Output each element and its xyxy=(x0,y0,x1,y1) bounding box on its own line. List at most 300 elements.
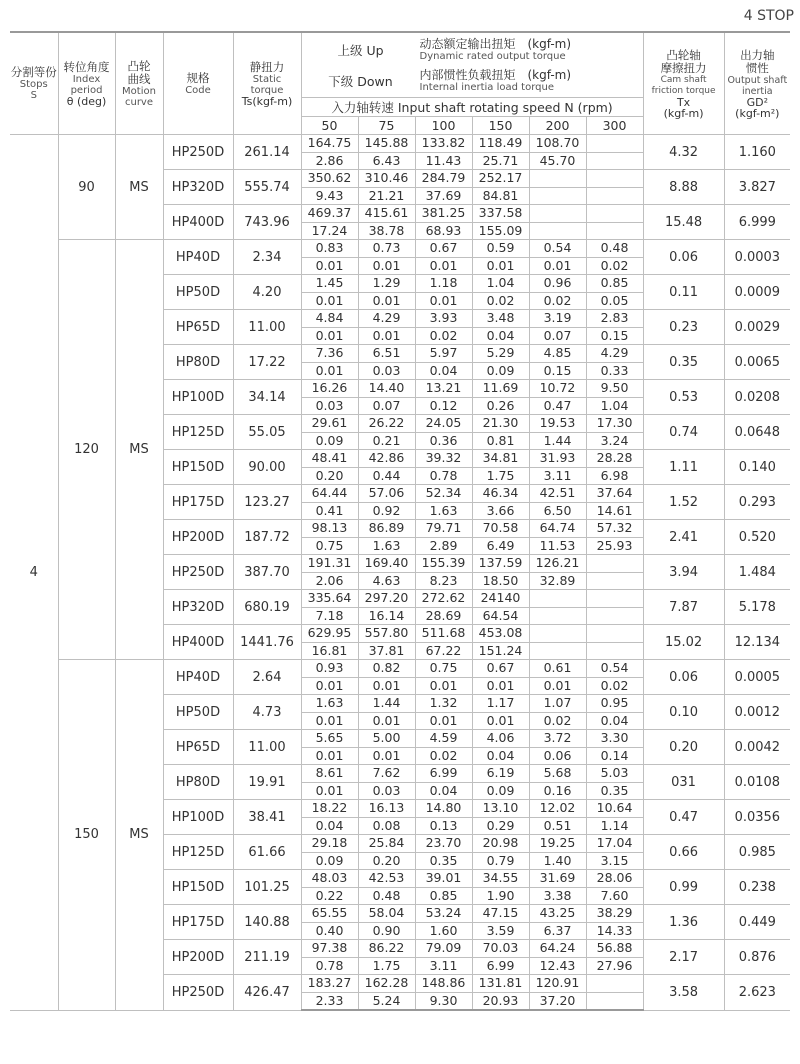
code-cell: HP125D xyxy=(163,415,233,450)
down-torque-cell xyxy=(586,642,643,660)
down-torque-cell: 37.69 xyxy=(415,187,472,205)
cam-friction-cell: 031 xyxy=(643,765,724,800)
code-cell: HP65D xyxy=(163,310,233,345)
up-torque-cell: 0.83 xyxy=(301,240,358,258)
down-torque-cell: 1.63 xyxy=(358,537,415,555)
up-torque-cell: 86.22 xyxy=(358,940,415,958)
down-torque-cell: 0.41 xyxy=(301,502,358,520)
up-torque-cell xyxy=(586,590,643,608)
down-torque-cell xyxy=(586,992,643,1010)
down-torque-cell: 25.71 xyxy=(472,152,529,170)
down-torque-cell: 0.01 xyxy=(301,712,358,730)
static-torque-cell: 2.64 xyxy=(233,660,301,695)
up-torque-cell: 120.91 xyxy=(529,975,586,993)
up-torque-cell: 56.88 xyxy=(586,940,643,958)
up-torque-cell: 23.70 xyxy=(415,835,472,853)
cam-friction-cell: 1.36 xyxy=(643,905,724,940)
down-torque-cell: 0.01 xyxy=(529,677,586,695)
up-torque-cell: 6.99 xyxy=(415,765,472,783)
down-torque-cell: 0.09 xyxy=(472,782,529,800)
up-torque-cell: 137.59 xyxy=(472,555,529,573)
down-torque-cell: 0.05 xyxy=(586,292,643,310)
up-torque-cell: 16.13 xyxy=(358,800,415,818)
up-torque-cell: 19.53 xyxy=(529,415,586,433)
up-torque-cell: 16.26 xyxy=(301,380,358,398)
up-torque-cell: 0.73 xyxy=(358,240,415,258)
up-torque-cell: 0.67 xyxy=(415,240,472,258)
cam-friction-cell: 2.17 xyxy=(643,940,724,975)
down-torque-cell: 3.11 xyxy=(415,957,472,975)
up-torque-cell: 20.98 xyxy=(472,835,529,853)
down-torque-cell: 14.33 xyxy=(586,922,643,940)
down-torque-cell: 0.09 xyxy=(472,362,529,380)
down-torque-cell: 0.04 xyxy=(301,817,358,835)
down-torque-cell: 0.78 xyxy=(301,957,358,975)
up-torque-cell: 3.19 xyxy=(529,310,586,328)
down-torque-cell: 64.54 xyxy=(472,607,529,625)
spec-table xyxy=(10,31,790,1011)
up-torque-cell: 24140 xyxy=(472,590,529,608)
header-input-speed: 入力轴转速 Input shaft rotating speed N (rpm) xyxy=(301,98,643,117)
up-torque-cell: 557.80 xyxy=(358,625,415,643)
up-torque-cell: 48.41 xyxy=(301,450,358,468)
rpm-header: 200 xyxy=(529,117,586,135)
code-cell: HP50D xyxy=(163,695,233,730)
down-torque-cell: 0.21 xyxy=(358,432,415,450)
up-torque-cell: 5.00 xyxy=(358,730,415,748)
up-torque-cell: 6.19 xyxy=(472,765,529,783)
down-torque-cell: 0.01 xyxy=(472,677,529,695)
up-torque-cell xyxy=(529,590,586,608)
up-torque-cell xyxy=(586,625,643,643)
up-torque-cell: 97.38 xyxy=(301,940,358,958)
up-torque-cell: 0.96 xyxy=(529,275,586,293)
down-torque-cell: 0.01 xyxy=(358,712,415,730)
output-inertia-cell: 0.0356 xyxy=(724,800,790,835)
output-inertia-cell: 0.0003 xyxy=(724,240,790,275)
up-torque-cell: 17.30 xyxy=(586,415,643,433)
up-torque-cell: 21.30 xyxy=(472,415,529,433)
static-torque-cell: 743.96 xyxy=(233,205,301,240)
up-torque-cell: 39.01 xyxy=(415,870,472,888)
code-cell: HP175D xyxy=(163,485,233,520)
up-torque-cell: 28.28 xyxy=(586,450,643,468)
up-torque-cell xyxy=(529,625,586,643)
down-torque-cell: 0.78 xyxy=(415,467,472,485)
up-torque-cell: 0.85 xyxy=(586,275,643,293)
down-torque-cell: 3.24 xyxy=(586,432,643,450)
up-torque-cell: 65.55 xyxy=(301,905,358,923)
down-torque-cell: 6.37 xyxy=(529,922,586,940)
down-torque-cell: 0.29 xyxy=(472,817,529,835)
down-torque-cell: 0.26 xyxy=(472,397,529,415)
down-torque-cell: 2.06 xyxy=(301,572,358,590)
cam-friction-cell: 0.06 xyxy=(643,660,724,695)
header-static-torque: 静扭力 Static torque Ts(kgf-m) xyxy=(233,32,301,135)
down-torque-cell: 17.24 xyxy=(301,222,358,240)
up-torque-cell: 0.67 xyxy=(472,660,529,678)
up-torque-cell: 335.64 xyxy=(301,590,358,608)
up-torque-cell xyxy=(586,205,643,223)
down-torque-cell: 6.49 xyxy=(472,537,529,555)
rpm-header: 75 xyxy=(358,117,415,135)
down-torque-cell: 68.93 xyxy=(415,222,472,240)
down-torque-cell: 9.43 xyxy=(301,187,358,205)
down-torque-cell: 0.44 xyxy=(358,467,415,485)
cam-friction-cell: 0.23 xyxy=(643,310,724,345)
down-torque-cell: 0.02 xyxy=(472,292,529,310)
cam-friction-cell: 4.32 xyxy=(643,135,724,170)
down-torque-cell: 37.81 xyxy=(358,642,415,660)
up-torque-cell: 272.62 xyxy=(415,590,472,608)
up-torque-cell: 0.95 xyxy=(586,695,643,713)
down-torque-cell: 0.35 xyxy=(586,782,643,800)
down-torque-cell xyxy=(586,222,643,240)
cam-friction-cell: 0.74 xyxy=(643,415,724,450)
code-cell: HP65D xyxy=(163,730,233,765)
motion-curve-cell: MS xyxy=(115,135,163,240)
up-torque-cell xyxy=(586,555,643,573)
output-inertia-cell: 0.0108 xyxy=(724,765,790,800)
down-torque-cell: 0.01 xyxy=(358,677,415,695)
rpm-header: 300 xyxy=(586,117,643,135)
down-torque-cell: 0.35 xyxy=(415,852,472,870)
down-torque-cell: 0.01 xyxy=(358,747,415,765)
code-cell: HP320D xyxy=(163,590,233,625)
table-row xyxy=(10,660,790,678)
code-cell: HP100D xyxy=(163,800,233,835)
static-torque-cell: 4.73 xyxy=(233,695,301,730)
down-torque-cell: 0.04 xyxy=(415,782,472,800)
up-torque-cell: 28.06 xyxy=(586,870,643,888)
code-cell: HP150D xyxy=(163,870,233,905)
up-torque-cell: 70.58 xyxy=(472,520,529,538)
output-inertia-cell: 0.0042 xyxy=(724,730,790,765)
up-torque-cell: 169.40 xyxy=(358,555,415,573)
static-torque-cell: 680.19 xyxy=(233,590,301,625)
down-torque-cell: 0.14 xyxy=(586,747,643,765)
down-torque-cell: 6.50 xyxy=(529,502,586,520)
code-cell: HP400D xyxy=(163,205,233,240)
up-torque-cell: 14.80 xyxy=(415,800,472,818)
up-torque-cell: 26.22 xyxy=(358,415,415,433)
header-stops: 分割等份 Stops S xyxy=(10,32,58,135)
up-torque-cell: 162.28 xyxy=(358,975,415,993)
up-torque-cell: 7.36 xyxy=(301,345,358,363)
up-torque-cell: 5.97 xyxy=(415,345,472,363)
cam-friction-cell: 0.47 xyxy=(643,800,724,835)
up-torque-cell: 39.32 xyxy=(415,450,472,468)
code-cell: HP125D xyxy=(163,835,233,870)
down-torque-cell: 2.86 xyxy=(301,152,358,170)
cam-friction-cell: 0.10 xyxy=(643,695,724,730)
static-torque-cell: 4.20 xyxy=(233,275,301,310)
up-torque-cell: 31.69 xyxy=(529,870,586,888)
down-torque-cell: 1.44 xyxy=(529,432,586,450)
down-torque-cell: 1.04 xyxy=(586,397,643,415)
down-torque-cell: 0.01 xyxy=(415,677,472,695)
down-torque-cell: 25.93 xyxy=(586,537,643,555)
down-torque-cell: 32.89 xyxy=(529,572,586,590)
up-torque-cell: 3.48 xyxy=(472,310,529,328)
down-torque-cell: 0.01 xyxy=(358,292,415,310)
up-torque-cell: 1.07 xyxy=(529,695,586,713)
static-torque-cell: 55.05 xyxy=(233,415,301,450)
up-torque-cell: 0.48 xyxy=(586,240,643,258)
up-torque-cell: 469.37 xyxy=(301,205,358,223)
down-torque-cell: 20.93 xyxy=(472,992,529,1010)
code-cell: HP250D xyxy=(163,135,233,170)
motion-curve-cell: MS xyxy=(115,240,163,660)
up-torque-cell xyxy=(529,170,586,188)
down-torque-cell: 0.92 xyxy=(358,502,415,520)
down-torque-cell xyxy=(586,572,643,590)
up-torque-cell: 10.72 xyxy=(529,380,586,398)
cam-friction-cell: 0.20 xyxy=(643,730,724,765)
down-torque-cell: 0.01 xyxy=(415,712,472,730)
up-torque-cell: 0.75 xyxy=(415,660,472,678)
up-torque-cell: 34.55 xyxy=(472,870,529,888)
up-torque-cell xyxy=(586,975,643,993)
up-torque-cell: 79.71 xyxy=(415,520,472,538)
output-inertia-cell: 6.999 xyxy=(724,205,790,240)
up-torque-cell: 11.69 xyxy=(472,380,529,398)
code-cell: HP400D xyxy=(163,625,233,660)
cam-friction-cell: 0.35 xyxy=(643,345,724,380)
down-torque-cell: 3.15 xyxy=(586,852,643,870)
static-torque-cell: 261.14 xyxy=(233,135,301,170)
cam-friction-cell: 0.53 xyxy=(643,380,724,415)
down-torque-cell: 16.14 xyxy=(358,607,415,625)
output-inertia-cell: 12.134 xyxy=(724,625,790,660)
up-torque-cell: 0.54 xyxy=(529,240,586,258)
static-torque-cell: 187.72 xyxy=(233,520,301,555)
down-torque-cell: 0.01 xyxy=(301,292,358,310)
down-torque-cell: 0.79 xyxy=(472,852,529,870)
up-torque-cell: 8.61 xyxy=(301,765,358,783)
up-torque-cell: 42.86 xyxy=(358,450,415,468)
down-torque-cell: 0.03 xyxy=(358,782,415,800)
up-torque-cell: 1.17 xyxy=(472,695,529,713)
up-torque-cell: 350.62 xyxy=(301,170,358,188)
down-torque-cell: 28.69 xyxy=(415,607,472,625)
up-torque-cell: 2.83 xyxy=(586,310,643,328)
up-torque-cell: 53.24 xyxy=(415,905,472,923)
static-torque-cell: 211.19 xyxy=(233,940,301,975)
output-inertia-cell: 0.0648 xyxy=(724,415,790,450)
up-torque-cell: 4.06 xyxy=(472,730,529,748)
down-torque-cell: 0.85 xyxy=(415,887,472,905)
down-torque-cell: 0.02 xyxy=(529,292,586,310)
code-cell: HP320D xyxy=(163,170,233,205)
up-torque-cell: 0.61 xyxy=(529,660,586,678)
up-torque-cell: 13.10 xyxy=(472,800,529,818)
down-torque-cell: 0.09 xyxy=(301,852,358,870)
code-cell: HP80D xyxy=(163,345,233,380)
up-torque-cell: 148.86 xyxy=(415,975,472,993)
down-torque-cell: 7.18 xyxy=(301,607,358,625)
up-torque-cell: 29.61 xyxy=(301,415,358,433)
down-torque-cell: 0.15 xyxy=(586,327,643,345)
up-torque-cell: 52.34 xyxy=(415,485,472,503)
up-torque-cell: 297.20 xyxy=(358,590,415,608)
down-torque-cell: 27.96 xyxy=(586,957,643,975)
output-inertia-cell: 0.293 xyxy=(724,485,790,520)
down-torque-cell: 151.24 xyxy=(472,642,529,660)
up-torque-cell: 70.03 xyxy=(472,940,529,958)
code-cell: HP40D xyxy=(163,660,233,695)
static-torque-cell: 123.27 xyxy=(233,485,301,520)
up-torque-cell: 5.03 xyxy=(586,765,643,783)
up-torque-cell: 42.51 xyxy=(529,485,586,503)
static-torque-cell: 1441.76 xyxy=(233,625,301,660)
static-torque-cell: 101.25 xyxy=(233,870,301,905)
up-torque-cell: 98.13 xyxy=(301,520,358,538)
cam-friction-cell: 8.88 xyxy=(643,170,724,205)
down-torque-cell xyxy=(529,642,586,660)
up-torque-cell: 131.81 xyxy=(472,975,529,993)
up-torque-cell: 415.61 xyxy=(358,205,415,223)
up-torque-cell xyxy=(529,205,586,223)
up-torque-cell: 629.95 xyxy=(301,625,358,643)
output-inertia-cell: 3.827 xyxy=(724,170,790,205)
down-torque-cell: 11.43 xyxy=(415,152,472,170)
down-torque-cell: 0.75 xyxy=(301,537,358,555)
up-torque-cell: 24.05 xyxy=(415,415,472,433)
cam-friction-cell: 1.11 xyxy=(643,450,724,485)
output-inertia-cell: 0.985 xyxy=(724,835,790,870)
up-torque-cell: 5.68 xyxy=(529,765,586,783)
down-torque-cell: 0.15 xyxy=(529,362,586,380)
up-torque-cell: 118.49 xyxy=(472,135,529,153)
down-torque-cell: 2.89 xyxy=(415,537,472,555)
down-torque-cell: 37.20 xyxy=(529,992,586,1010)
down-torque-cell xyxy=(586,187,643,205)
down-torque-cell: 0.40 xyxy=(301,922,358,940)
index-period-cell: 150 xyxy=(58,660,115,1011)
up-torque-cell: 3.72 xyxy=(529,730,586,748)
down-torque-cell xyxy=(586,152,643,170)
down-torque-cell: 11.53 xyxy=(529,537,586,555)
up-torque-cell: 145.88 xyxy=(358,135,415,153)
down-torque-cell: 0.47 xyxy=(529,397,586,415)
up-torque-cell: 381.25 xyxy=(415,205,472,223)
up-torque-cell: 3.93 xyxy=(415,310,472,328)
up-torque-cell: 1.04 xyxy=(472,275,529,293)
output-inertia-cell: 5.178 xyxy=(724,590,790,625)
down-torque-cell: 67.22 xyxy=(415,642,472,660)
up-torque-cell: 42.53 xyxy=(358,870,415,888)
up-torque-cell: 453.08 xyxy=(472,625,529,643)
up-torque-cell: 38.29 xyxy=(586,905,643,923)
up-torque-cell: 511.68 xyxy=(415,625,472,643)
output-inertia-cell: 0.876 xyxy=(724,940,790,975)
output-inertia-cell: 0.520 xyxy=(724,520,790,555)
header-up-label: 上级 Up xyxy=(337,42,384,58)
up-torque-cell: 48.03 xyxy=(301,870,358,888)
down-torque-cell: 0.04 xyxy=(472,327,529,345)
cam-friction-cell: 15.48 xyxy=(643,205,724,240)
up-torque-cell: 126.21 xyxy=(529,555,586,573)
up-torque-cell: 3.30 xyxy=(586,730,643,748)
down-torque-cell: 0.08 xyxy=(358,817,415,835)
up-torque-cell: 64.24 xyxy=(529,940,586,958)
up-torque-cell: 25.84 xyxy=(358,835,415,853)
down-torque-cell: 0.03 xyxy=(301,397,358,415)
down-torque-cell: 0.81 xyxy=(472,432,529,450)
down-torque-cell: 38.78 xyxy=(358,222,415,240)
down-torque-cell: 0.04 xyxy=(415,362,472,380)
down-torque-cell: 0.01 xyxy=(301,782,358,800)
down-torque-cell: 1.14 xyxy=(586,817,643,835)
rpm-header: 100 xyxy=(415,117,472,135)
spec-table-body xyxy=(10,135,790,1011)
up-torque-cell: 4.29 xyxy=(586,345,643,363)
cam-friction-cell: 3.58 xyxy=(643,975,724,1011)
header-code: 规格 Code xyxy=(163,32,233,135)
down-torque-cell: 6.43 xyxy=(358,152,415,170)
down-torque-cell xyxy=(529,187,586,205)
up-torque-cell: 1.29 xyxy=(358,275,415,293)
code-cell: HP100D xyxy=(163,380,233,415)
down-torque-cell: 21.21 xyxy=(358,187,415,205)
static-torque-cell: 17.22 xyxy=(233,345,301,380)
static-torque-cell: 34.14 xyxy=(233,380,301,415)
table-row xyxy=(10,240,790,258)
up-torque-cell: 10.64 xyxy=(586,800,643,818)
down-torque-cell xyxy=(529,222,586,240)
up-torque-cell: 17.04 xyxy=(586,835,643,853)
down-torque-cell: 0.01 xyxy=(415,292,472,310)
up-torque-cell: 337.58 xyxy=(472,205,529,223)
down-torque-cell: 0.02 xyxy=(586,677,643,695)
output-inertia-cell: 0.238 xyxy=(724,870,790,905)
down-torque-cell: 3.38 xyxy=(529,887,586,905)
static-torque-cell: 387.70 xyxy=(233,555,301,590)
up-torque-cell xyxy=(586,170,643,188)
down-torque-cell: 0.07 xyxy=(529,327,586,345)
down-torque-cell: 6.98 xyxy=(586,467,643,485)
down-torque-cell: 5.24 xyxy=(358,992,415,1010)
down-torque-cell: 0.01 xyxy=(301,327,358,345)
up-torque-cell: 46.34 xyxy=(472,485,529,503)
up-torque-cell: 191.31 xyxy=(301,555,358,573)
cam-friction-cell: 15.02 xyxy=(643,625,724,660)
down-torque-cell: 16.81 xyxy=(301,642,358,660)
index-period-cell: 120 xyxy=(58,240,115,660)
up-torque-cell: 29.18 xyxy=(301,835,358,853)
header-index-period: 转位角度 Index period θ (deg) xyxy=(58,32,115,135)
down-torque-cell: 0.07 xyxy=(358,397,415,415)
up-torque-cell: 12.02 xyxy=(529,800,586,818)
up-torque-cell: 1.45 xyxy=(301,275,358,293)
down-torque-cell: 0.33 xyxy=(586,362,643,380)
down-torque-cell: 0.01 xyxy=(301,257,358,275)
output-inertia-cell: 2.623 xyxy=(724,975,790,1011)
up-torque-cell: 164.75 xyxy=(301,135,358,153)
down-torque-cell: 4.63 xyxy=(358,572,415,590)
down-torque-cell: 12.43 xyxy=(529,957,586,975)
down-torque-cell: 0.20 xyxy=(301,467,358,485)
static-torque-cell: 2.34 xyxy=(233,240,301,275)
rpm-header: 150 xyxy=(472,117,529,135)
up-torque-cell: 79.09 xyxy=(415,940,472,958)
stops-cell: 4 xyxy=(10,135,58,1011)
up-torque-cell: 13.21 xyxy=(415,380,472,398)
static-torque-cell: 11.00 xyxy=(233,730,301,765)
output-inertia-cell: 1.484 xyxy=(724,555,790,590)
up-torque-cell: 0.82 xyxy=(358,660,415,678)
